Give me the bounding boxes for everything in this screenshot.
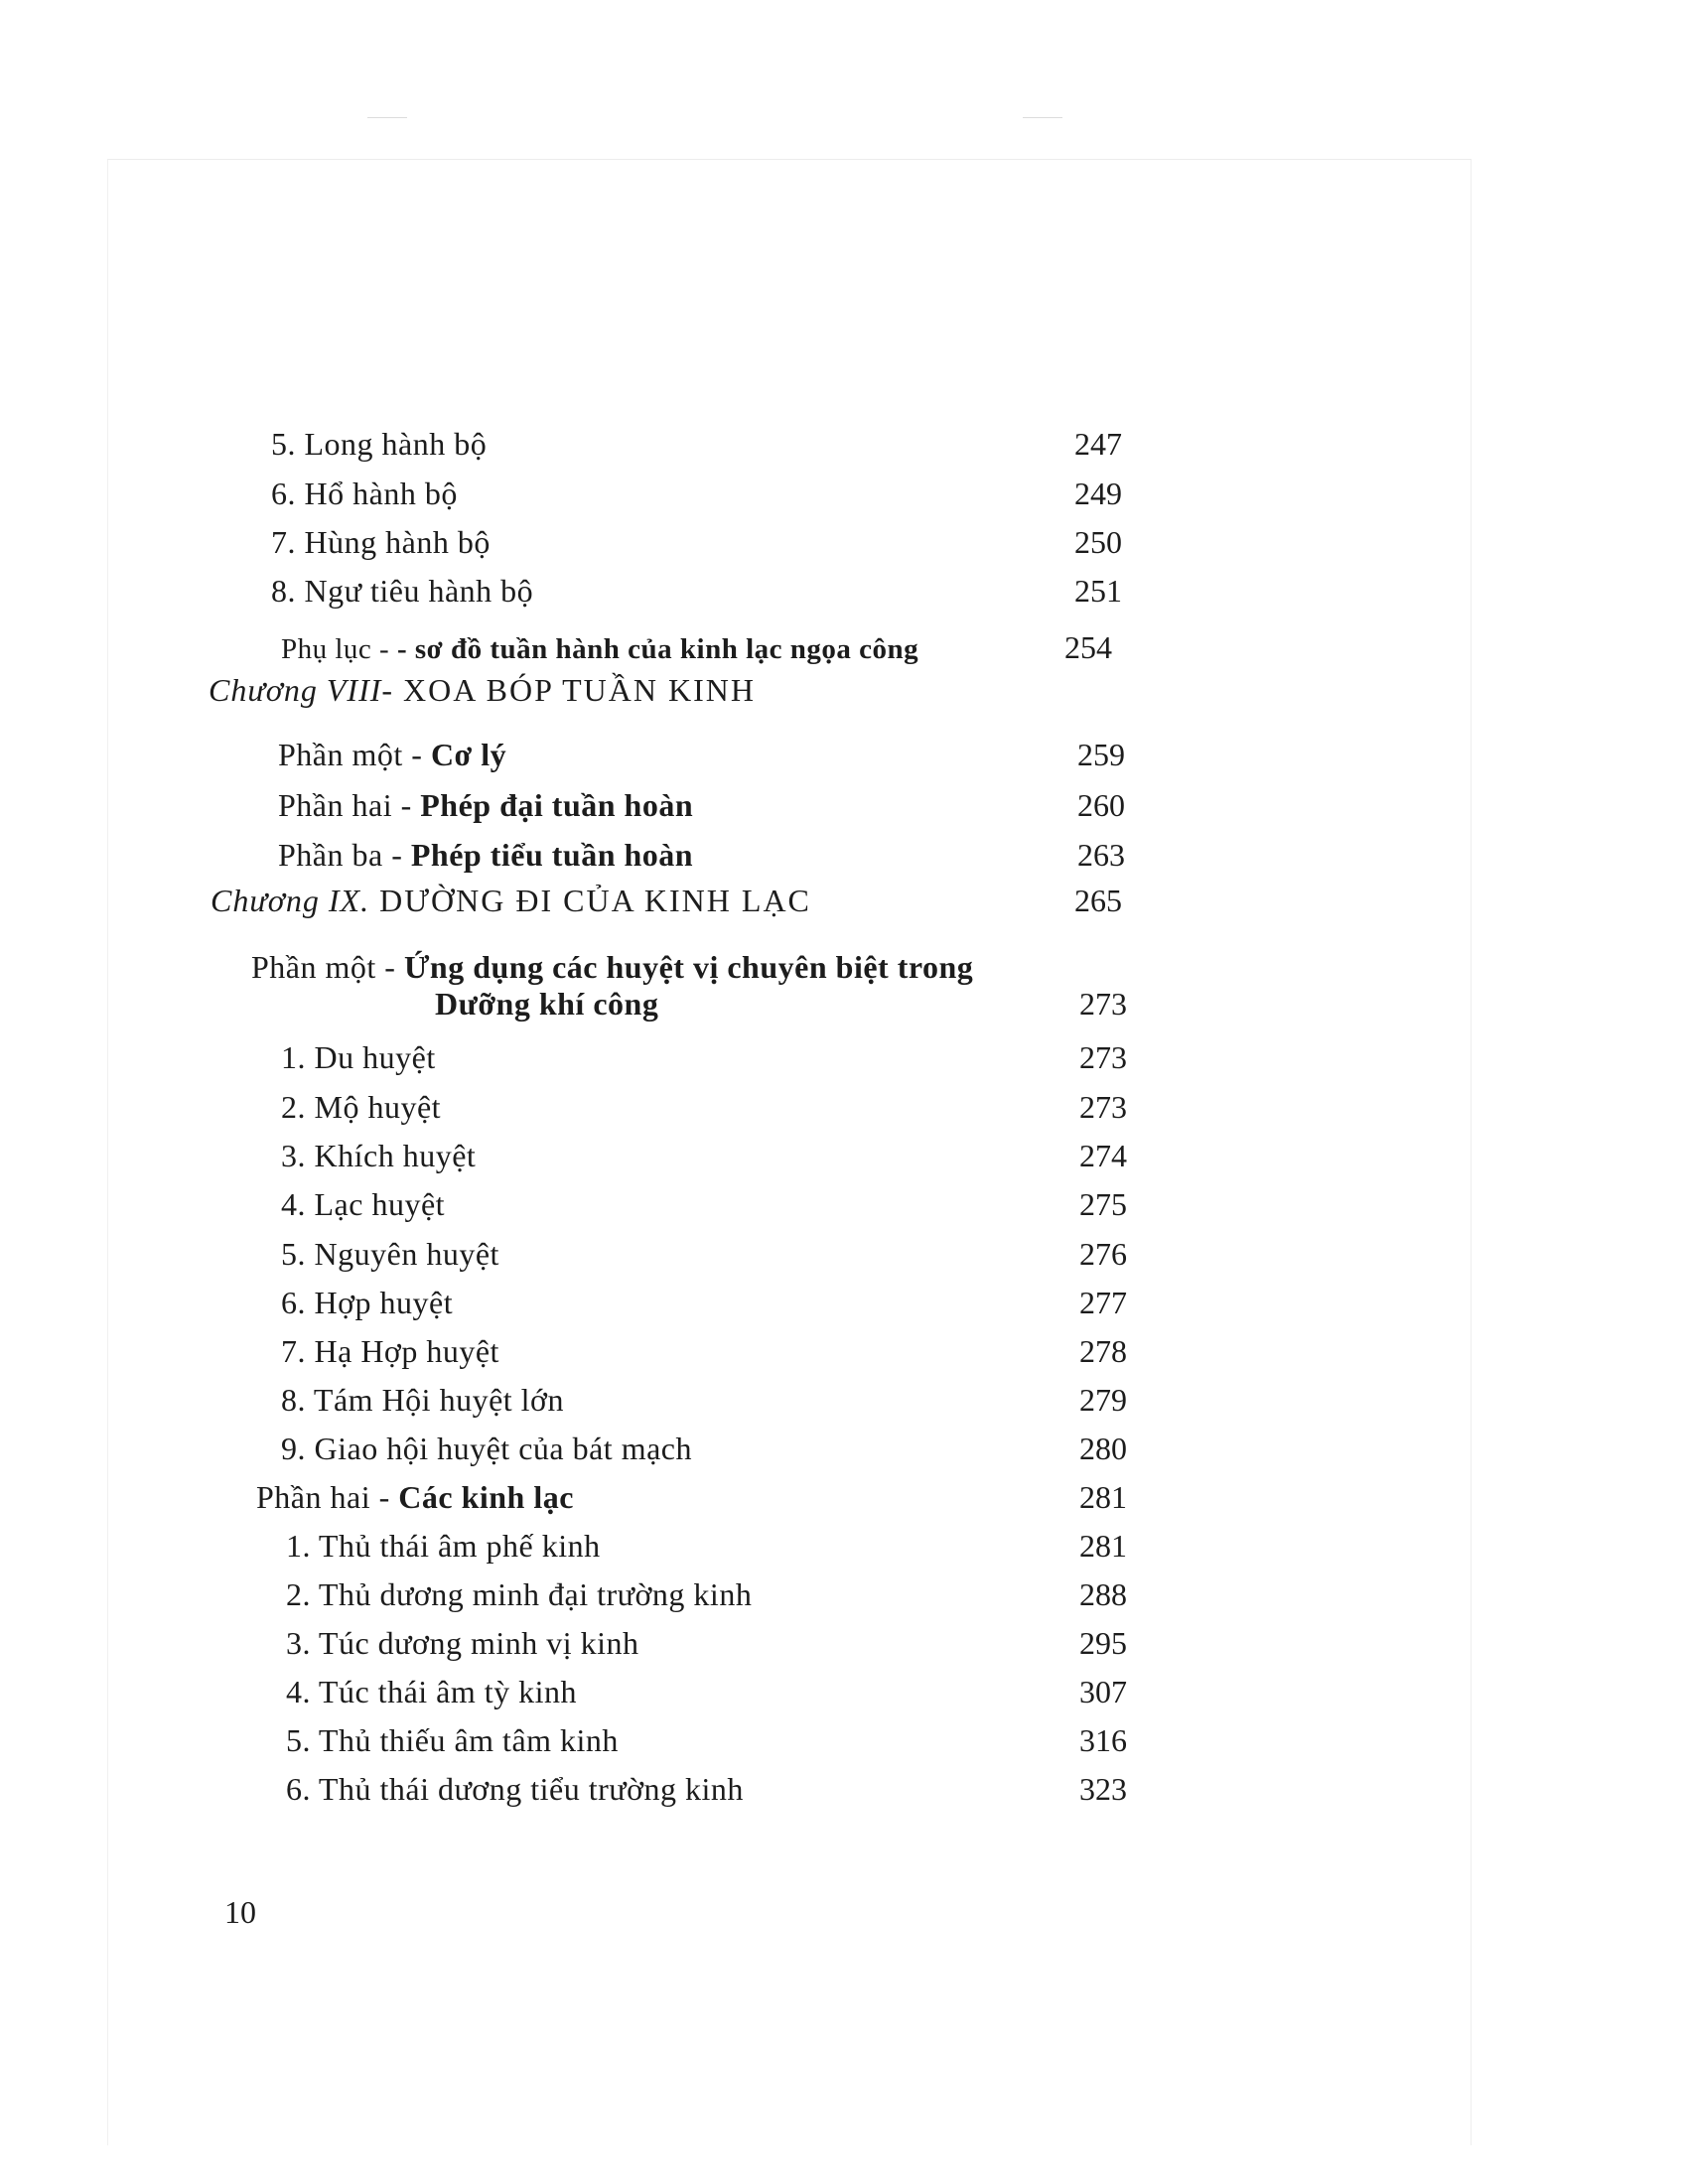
toc-entry-title: 4. Túc thái âm tỳ kinh [286,1674,578,1709]
toc-entry-title: 7. Hạ Hợp huyệt [281,1333,499,1369]
toc-entry [0,728,1688,777]
toc-entry-title: 5. Thủ thiếu âm tâm kinh [286,1722,619,1758]
toc-entry-page: 275 [1079,1186,1127,1222]
toc-entry-title: 1. Thủ thái âm phế kinh [286,1528,601,1564]
toc-entry [0,417,1688,467]
toc-entry-page: 249 [1074,476,1122,511]
toc-entry [0,1762,1688,1812]
toc-entry-title: 9. Giao hội huyệt của bát mạch [281,1431,692,1466]
toc-entry-page: 279 [1079,1382,1127,1418]
toc-entry-page: 281 [1079,1479,1127,1515]
toc-entry-page: 307 [1079,1674,1127,1709]
toc-entry-title: 7. Hùng hành bộ [271,524,491,560]
toc-entry-title: Chương VIII- XOA BÓP TUẦN KINH [209,672,756,708]
toc-entry [0,1422,1688,1471]
toc-entry-page: 273 [1079,1089,1127,1125]
toc-entry [0,1519,1688,1569]
toc-entry-page: 251 [1074,573,1122,609]
toc-entry-title: 3. Túc dương minh vị kinh [286,1625,639,1661]
toc-entry [0,1470,1688,1520]
toc-entry-page: 265 [1074,883,1122,918]
toc-entry-page: 247 [1074,426,1122,462]
toc-entry-page: 250 [1074,524,1122,560]
toc-entry-page: 281 [1079,1528,1127,1564]
toc-entry-title: 6. Hổ hành bộ [271,476,458,511]
toc-entry [0,778,1688,828]
toc-entry [0,1713,1688,1763]
toc-entry-page: 276 [1079,1236,1127,1272]
toc-entry [0,1616,1688,1666]
toc-entry-title: 6. Thủ thái dương tiểu trường kinh [286,1771,744,1807]
toc-entry-page: 323 [1079,1771,1127,1807]
toc-entry-title: 4. Lạc huyệt [281,1186,446,1222]
toc-chapter-heading [0,663,1688,713]
toc-entry-title: 8. Ngư tiêu hành bộ [271,573,534,609]
toc-entry [0,467,1688,516]
toc-entry-page: 260 [1077,787,1125,823]
toc-entry [0,564,1688,614]
toc-entry-title: Phần hai - Các kinh lạc [256,1479,574,1515]
toc-entry-page: 263 [1077,837,1125,873]
toc-entry [0,515,1688,565]
toc-entry-title: 8. Tám Hội huyệt lớn [281,1382,564,1418]
toc-entry [0,1177,1688,1227]
toc-entry-title: 6. Hợp huyệt [281,1285,454,1320]
toc-entry-title: Phần một - Ứng dụng các huyệt vị chuyên biệt trong Dưỡng khí công [251,949,974,1022]
toc-entry [0,1276,1688,1325]
toc-entry-page: 280 [1079,1431,1127,1466]
toc-entry [0,1080,1688,1130]
toc-entry [0,1324,1688,1374]
toc-chapter-heading [0,874,1688,923]
toc-entry-title: 5. Nguyên huyệt [281,1236,499,1272]
toc-entry-title: Phần ba - Phép tiểu tuần hoàn [278,837,694,873]
toc-entry-title: 1. Du huyệt [281,1039,436,1075]
toc-entry [0,937,1688,1026]
toc-entry-page: 273 [1079,1039,1127,1075]
toc-entry-page: 274 [1079,1138,1127,1173]
toc-entry-page: 316 [1079,1722,1127,1758]
toc-entry-page: 295 [1079,1625,1127,1661]
toc-entry-title: Phần một - Cơ lý [278,737,507,772]
toc-entry [0,1227,1688,1277]
toc-entry-page: 259 [1077,737,1125,772]
toc-entry-title: 5. Long hành bộ [271,426,488,462]
toc-entry-page: 278 [1079,1333,1127,1369]
page-number: 10 [224,1894,256,1930]
toc-entry-title: 2. Mộ huyệt [281,1089,442,1125]
toc-entry-title: 3. Khích huyệt [281,1138,477,1173]
toc-entry-page: 273 [1079,986,1127,1022]
toc-entry-title: 2. Thủ dương minh đại trường kinh [286,1576,753,1612]
toc-entry [0,1030,1688,1080]
toc-entry [0,1568,1688,1617]
toc-entry-page: 254 [1064,629,1112,665]
toc-entry [0,1129,1688,1178]
toc-entry-title: Chương IX. DƯỜNG ĐI CỦA KINH LẠC [211,883,811,918]
toc-entry [0,1665,1688,1714]
toc-entry-page: 277 [1079,1285,1127,1320]
toc-entry-title: Phần hai - Phép đại tuần hoàn [278,787,694,823]
toc-entry [0,1373,1688,1423]
toc-entry [0,828,1688,878]
toc-entry-page: 288 [1079,1576,1127,1612]
toc-entry-title: Phụ lục - - sơ đồ tuần hành của kinh lạc ngọa công [281,633,919,665]
